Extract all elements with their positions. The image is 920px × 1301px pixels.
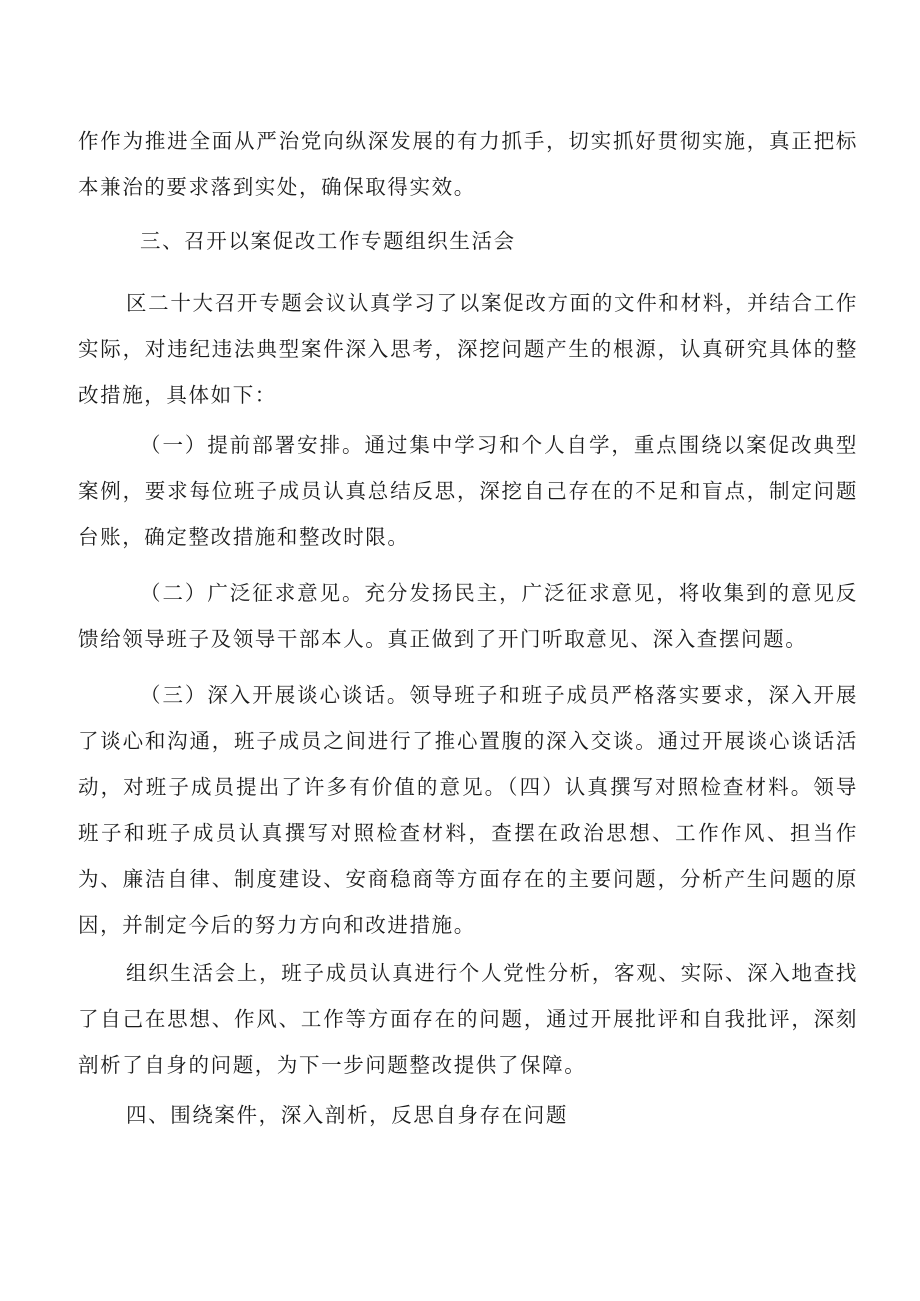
paragraph-intro: 区二十大召开专题会议认真学习了以案促改方面的文件和材料，并结合工作实际，对违纪违法典型案件深入思考，深挖问题产生的根源，认真研究具体的整改措施，具体如下： — [78, 291, 858, 407]
paragraph-meeting-summary: 组织生活会上，班子成员认真进行个人党性分析，客观、实际、深入地查找了自己在思想、作风、工作等方面存在的问题，通过开展批评和自我批评，深刻剖析了自身的问题，为下一步问题整改提供了保障。 — [78, 961, 858, 1077]
paragraph-item-2: （二）广泛征求意见。充分发扬民主，广泛征求意见，将收集到的意见反馈给领导班子及领导干部本人。真正做到了开门听取意见、深入查摆问题。 — [78, 581, 858, 651]
paragraph-continuation: 作作为推进全面从严治党向纵深发展的有力抓手，切实抓好贯彻实施，真正把标本兼治的要求落到实处，确保取得实效。 — [78, 129, 858, 199]
paragraph-item-1: （一）提前部署安排。通过集中学习和个人自学，重点围绕以案促改典型案例，要求每位班子成员认真总结反思，深挖自己存在的不足和盲点，制定问题台账，确定整改措施和整改时限。 — [78, 433, 858, 549]
section-heading-3: 三、召开以案促改工作专题组织生活会 — [140, 229, 516, 253]
paragraph-item-3-4: （三）深入开展谈心谈话。领导班子和班子成员严格落实要求，深入开展了谈心和沟通，班子成员之间进行了推心置腹的深入交谈。通过开展谈心谈话活动，对班子成员提出了许多有价值的意见。（四）认真撰写对照检查材料。领导班子和班子成员认真撰写对照检查材料，查摆在政治思想、工作作风、担当作为、廉洁自律、制度建设、安商稳商等方面存在的主要问题，分析产生问题的原因，并制定今后的努力方向和改进措施。 — [78, 683, 858, 937]
section-heading-4: 四、围绕案件，深入剖析，反思自身存在问题 — [126, 1103, 568, 1127]
